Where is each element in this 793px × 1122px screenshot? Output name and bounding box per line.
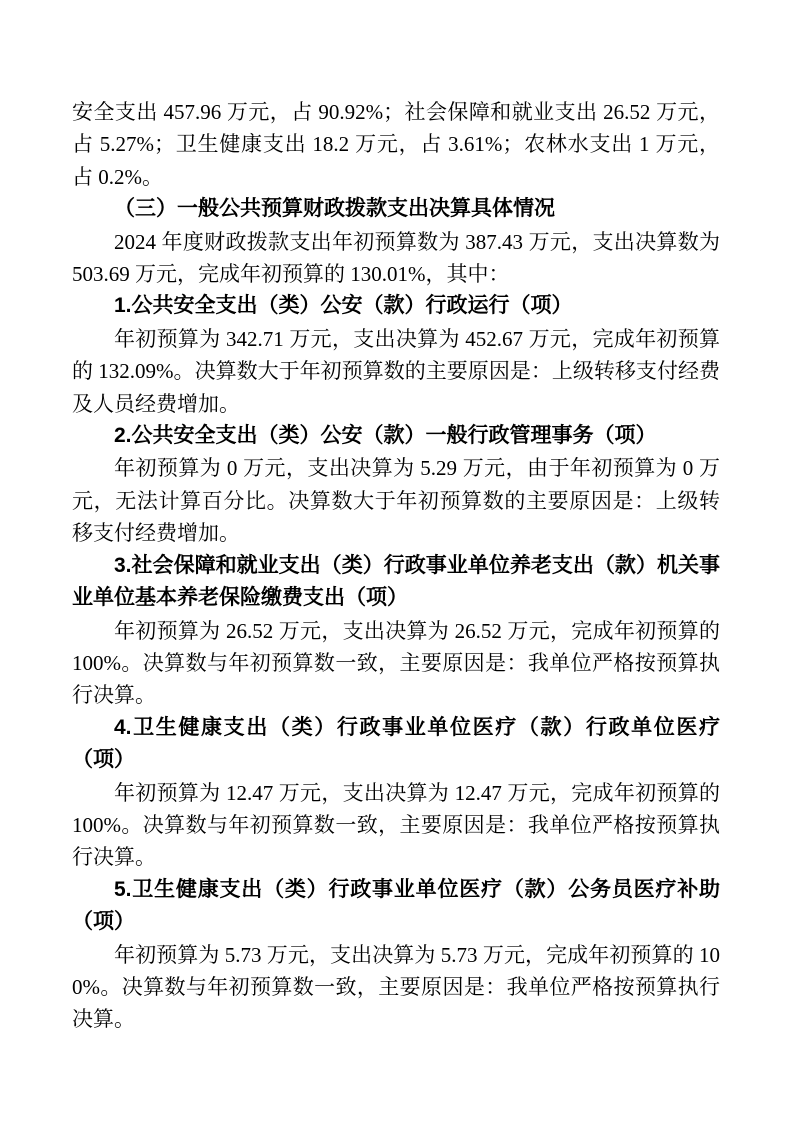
para-overview-2024: 2024 年度财政拨款支出年初预算数为 387.43 万元，支出决算数为 503.69 万元，完成年初预算的 130.01%，其中： [72, 229, 720, 287]
heading-item-5: 5.卫生健康支出（类）行政事业单位医疗（款）公务员医疗补助（项） [72, 877, 720, 934]
para-item-4-detail: 年初预算为 12.47 万元，支出决算为 12.47 万元，完成年初预算的 100%。决算数与年初预算数一致，主要原因是：我单位严格按预算执行决算。 [72, 780, 720, 870]
para-item-1-detail: 年初预算为 342.71 万元，支出决算为 452.67 万元，完成年初预算的 132.09%。决算数大于年初预算数的主要原因是：上级转移支付经费及人员经费增加。 [72, 326, 720, 416]
para-item-3-detail: 年初预算为 26.52 万元，支出决算为 26.52 万元，完成年初预算的 100%。决算数与年初预算数一致，主要原因是：我单位严格按预算执行决算。 [72, 618, 720, 708]
para-expenditure-summary-continuation: 安全支出 457.96 万元，占 90.92%；社会保障和就业支出 26.52 万元，占 5.27%；卫生健康支出 18.2 万元，占 3.61%；农林水支出 1 万元，占 0.2%。 [72, 100, 720, 189]
para-item-5-detail: 年初预算为 5.73 万元，支出决算为 5.73 万元，完成年初预算的 100%。决算数与年初预算数一致，主要原因是：我单位严格按预算执行决算。 [72, 942, 720, 1032]
para-item-2-detail: 年初预算为 0 万元，支出决算为 5.29 万元，由于年初预算为 0 万元，无法计算百分比。决算数大于年初预算数的主要原因是：上级转移支付经费增加。 [72, 456, 720, 546]
heading-section-three: （三）一般公共预算财政拨款支出决算具体情况 [114, 197, 555, 221]
heading-item-2: 2.公共安全支出（类）公安（款）一般行政管理事务（项） [114, 424, 657, 448]
heading-item-4: 4.卫生健康支出（类）行政事业单位医疗（款）行政单位医疗（项） [72, 715, 720, 772]
heading-item-1: 1.公共安全支出（类）公安（款）行政运行（项） [114, 294, 573, 318]
document-body [72, 96, 720, 1036]
heading-item-3: 3.社会保障和就业支出（类）行政事业单位养老支出（款）机关事业单位基本养老保险缴费支出（项） [72, 553, 720, 610]
